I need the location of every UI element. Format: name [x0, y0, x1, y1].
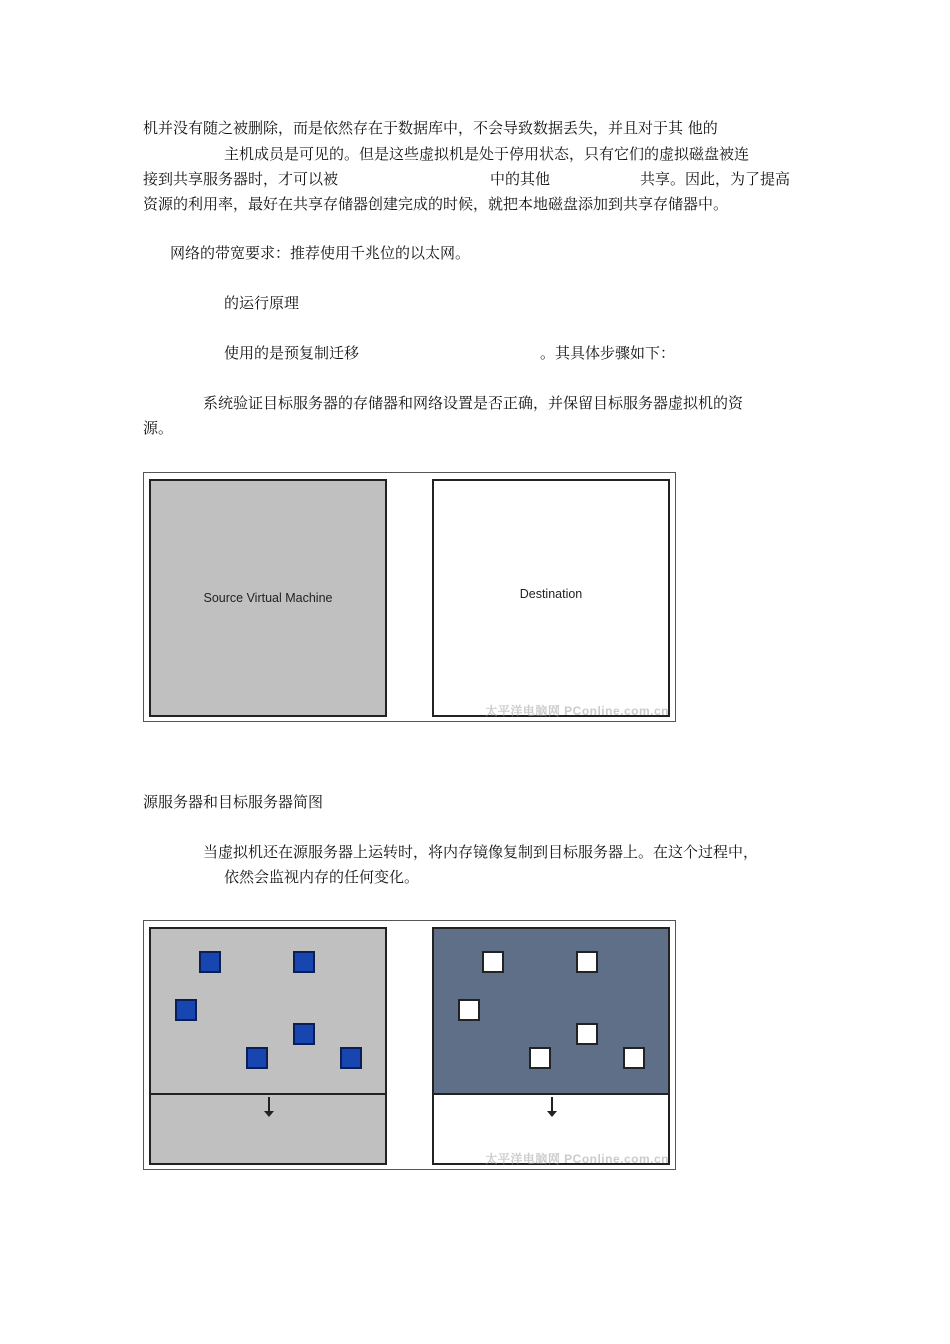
method-line [224, 343, 694, 363]
paragraph-fragment: 共享。因此，为了提高 [640, 170, 791, 188]
paragraph-fragment: 中的其他 [490, 170, 551, 188]
source-memory-panel [149, 927, 387, 1165]
panel-divider [434, 1093, 668, 1095]
method-fragment: 。其具体步骤如下： [540, 344, 676, 362]
memory-page-block [340, 1047, 362, 1069]
memory-page-block [175, 999, 197, 1021]
paragraph-line: 机并没有随之被删除，而是依然存在于数据库中，不会导致数据丢失，并且对于其 他的 [143, 119, 718, 137]
memory-page-block [246, 1047, 268, 1069]
watermark: 太平洋电脑网 PConline.com.cn [485, 1152, 669, 1166]
memory-page-block [576, 1023, 598, 1045]
memory-page-block [576, 951, 598, 973]
memory-page-block [293, 951, 315, 973]
paragraph-line [143, 169, 808, 189]
down-arrow-icon [268, 1097, 270, 1113]
memory-page-block [293, 1023, 315, 1045]
method-fragment: 使用的是预复制迁移 [224, 344, 360, 362]
paragraph-line: 资源的利用率，最好在共享存储器创建完成的时候，就把本地磁盘添加到共享存储器中。 [143, 195, 729, 213]
source-vm-panel [149, 479, 387, 717]
memory-page-block [199, 951, 221, 973]
memory-page-block [623, 1047, 645, 1069]
memory-page-block [458, 999, 480, 1021]
memory-page-block [482, 951, 504, 973]
step1-line: 源。 [143, 419, 174, 437]
destination-panel [432, 479, 670, 717]
step1-line: 系统验证目标服务器的存储器和网络设置是否正确，并保留目标服务器虚拟机的资 [203, 394, 744, 412]
network-requirement: 网络的带宽要求：推荐使用千兆位的以太网。 [170, 244, 471, 262]
memory-page-block [529, 1047, 551, 1069]
step2-line: 当虚拟机还在源服务器上运转时，将内存镜像复制到目标服务器上。在这个过程中， [203, 843, 759, 861]
paragraph-fragment: 接到共享服务器时，才可以被 [143, 170, 339, 188]
paragraph-line: 主机成员是可见的。但是这些虚拟机是处于停用状态，只有它们的虚拟磁盘被连 [224, 145, 750, 163]
panel-divider [151, 1093, 385, 1095]
watermark: 太平洋电脑网 PConline.com.cn [485, 704, 669, 718]
figure-source-destination [143, 472, 676, 722]
step2-line: 依然会监视内存的任何变化。 [224, 868, 420, 886]
figure-caption: 源服务器和目标服务器简图 [143, 793, 324, 811]
figure-memory-copy [143, 920, 676, 1170]
destination-memory-panel [432, 927, 670, 1165]
source-vm-label: Source Virtual Machine [203, 591, 333, 605]
destination-label: Destination [519, 587, 583, 601]
section-heading: 的运行原理 [224, 294, 300, 312]
down-arrow-icon [551, 1097, 553, 1113]
